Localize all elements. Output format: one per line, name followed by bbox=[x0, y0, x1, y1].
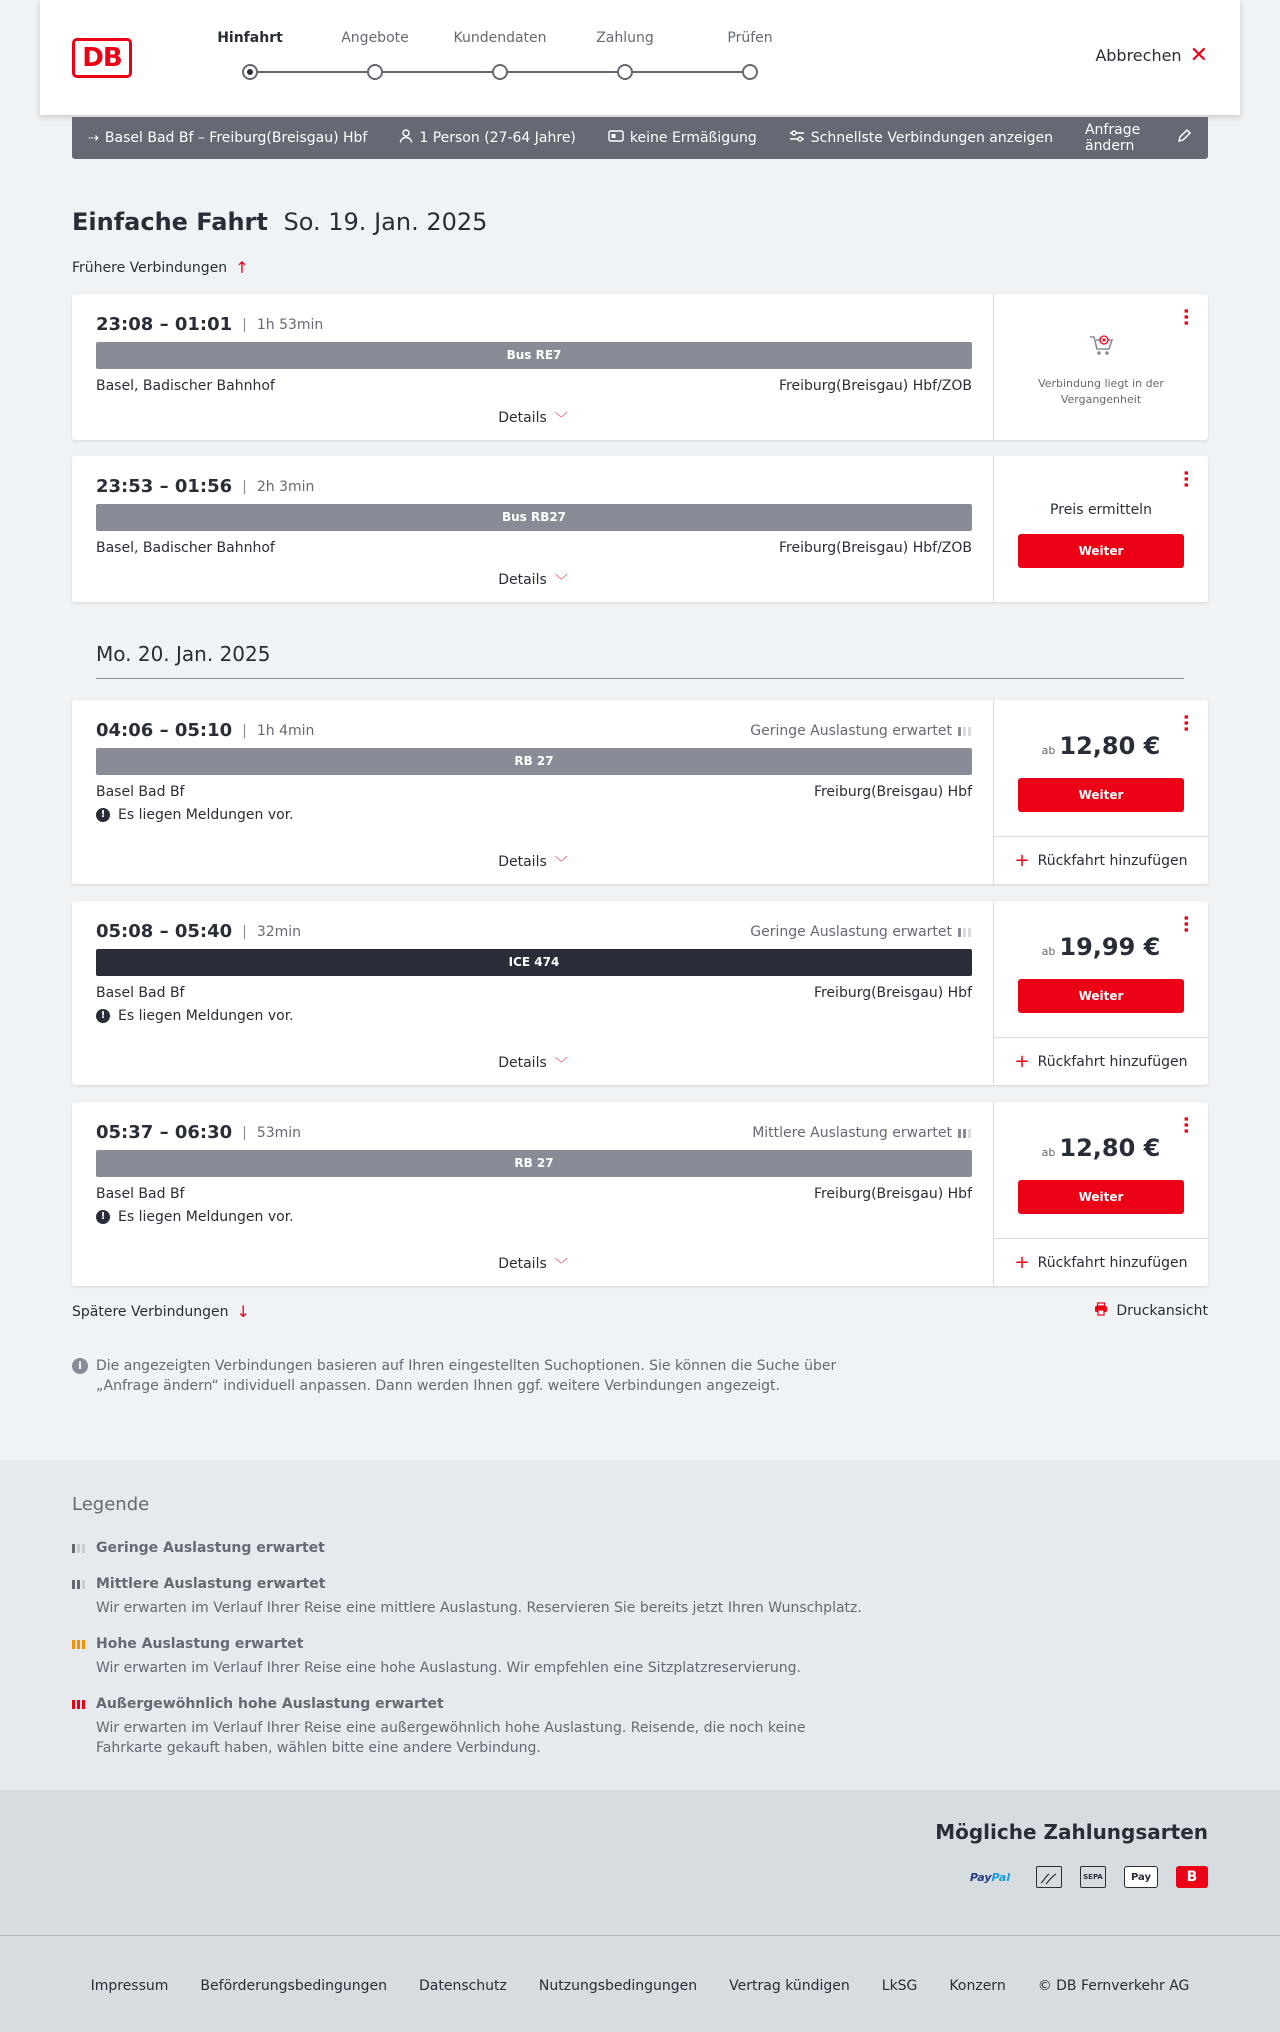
paypal-text-a: Pay bbox=[969, 1870, 992, 1884]
separator: | bbox=[242, 722, 247, 739]
add-return-trip-button[interactable] bbox=[994, 836, 1208, 884]
occupancy-indicator bbox=[752, 1125, 971, 1141]
step-dot-active bbox=[242, 64, 258, 80]
plus-icon: + bbox=[1014, 1051, 1030, 1072]
train-bar: RB 27 bbox=[96, 748, 972, 775]
step-label: Kundendaten bbox=[453, 30, 547, 46]
destination-station: Freiburg(Breisgau) Hbf/ZOB bbox=[779, 378, 972, 394]
footer-link-impressum[interactable]: Impressum bbox=[90, 1978, 169, 1994]
step-dot bbox=[492, 64, 508, 80]
step-dot bbox=[617, 64, 633, 80]
step-dot bbox=[742, 64, 758, 80]
filter-icon bbox=[789, 130, 805, 146]
connection-card bbox=[72, 456, 1208, 602]
travellers-text: 1 Person (27-64 Jahre) bbox=[419, 130, 576, 146]
page-title bbox=[72, 208, 487, 236]
connection-card bbox=[72, 901, 1208, 1085]
messages-notice bbox=[96, 807, 294, 823]
connection-times bbox=[96, 921, 301, 942]
stations bbox=[96, 784, 972, 800]
cancel-button[interactable] bbox=[1095, 42, 1208, 68]
summary-route bbox=[88, 130, 367, 146]
origin-station: Basel Bad Bf bbox=[96, 985, 185, 1001]
sepa-icon: SEPA bbox=[1080, 1866, 1106, 1888]
footer-link-befoerderung[interactable]: Beförderungsbedingungen bbox=[200, 1978, 387, 1994]
occupancy-low-icon bbox=[958, 727, 971, 736]
details-label: Details bbox=[498, 409, 547, 426]
price bbox=[994, 933, 1208, 961]
legend-item-desc: Wir erwarten im Verlauf Ihrer Reise eine mittlere Auslastung. Reservieren Sie bereits jetzt Ihren Wunschplatz. bbox=[96, 1600, 862, 1616]
more-options-icon[interactable]: ⋯ bbox=[1175, 308, 1196, 326]
occupancy-indicator bbox=[750, 723, 971, 739]
price-prefix: ab bbox=[1041, 945, 1056, 958]
arrow-down-icon: ↓ bbox=[236, 1302, 250, 1321]
messages-notice bbox=[96, 1008, 294, 1024]
connection-offer bbox=[994, 901, 1208, 1085]
connection-card bbox=[72, 1102, 1208, 1286]
discount-card-icon bbox=[608, 130, 624, 146]
footer bbox=[0, 1935, 1280, 2032]
later-label: Spätere Verbindungen bbox=[72, 1303, 229, 1320]
details-label: Details bbox=[498, 1054, 547, 1071]
payment-section bbox=[0, 1790, 1280, 1935]
origin-station: Basel, Badischer Bahnhof bbox=[96, 540, 275, 556]
occupancy-low-icon bbox=[72, 1544, 88, 1553]
price-prefix: ab bbox=[1041, 1146, 1056, 1159]
legend-item-desc: Wir erwarten im Verlauf Ihrer Reise eine außergewöhnlich hohe Auslastung. Reisende, die noch keine Fahrkarte gekauft haben, wählen bitte eine andere Verbindung. bbox=[96, 1720, 806, 1756]
occupancy-very-high-icon bbox=[72, 1700, 88, 1709]
destination-station: Freiburg(Breisgau) Hbf/ZOB bbox=[779, 540, 972, 556]
day-divider: Mo. 20. Jan. 2025 bbox=[96, 642, 1184, 679]
chevron-down-icon: ﹀ bbox=[554, 412, 568, 427]
occupancy-label: Geringe Auslastung erwartet bbox=[750, 924, 952, 940]
more-options-icon[interactable]: ⋯ bbox=[1175, 470, 1196, 488]
connection-offer bbox=[994, 700, 1208, 884]
details-label: Details bbox=[498, 571, 547, 588]
footer-copyright: © DB Fernverkehr AG bbox=[1037, 1978, 1190, 1994]
legend-item-very-high bbox=[72, 1696, 872, 1758]
connection-times bbox=[96, 720, 314, 741]
trip-type: Einfache Fahrt bbox=[72, 208, 268, 236]
alert-icon: ! bbox=[96, 1009, 110, 1023]
footer-links bbox=[0, 1978, 1280, 1994]
more-options-icon[interactable]: ⋯ bbox=[1175, 714, 1196, 732]
step-dot bbox=[367, 64, 383, 80]
discount-text: keine Ermäßigung bbox=[629, 130, 757, 146]
return-label: Rückfahrt hinzufügen bbox=[1037, 1053, 1188, 1070]
step-label: Angebote bbox=[341, 30, 409, 46]
connection-times bbox=[96, 476, 314, 497]
details-toggle[interactable] bbox=[72, 1254, 994, 1273]
chevron-down-icon: ﹀ bbox=[554, 574, 568, 589]
payment-title: Mögliche Zahlungsarten bbox=[935, 1820, 1208, 1844]
chevron-down-icon: ﹀ bbox=[554, 1057, 568, 1072]
summary-travellers bbox=[399, 129, 576, 147]
train-bar: Bus RE7 bbox=[96, 342, 972, 369]
legend-item-title: Außergewöhnlich hohe Auslastung erwartet bbox=[96, 1696, 444, 1712]
travel-date: So. 19. Jan. 2025 bbox=[283, 208, 488, 236]
step-pruefen bbox=[690, 30, 810, 52]
footer-link-konzern[interactable]: Konzern bbox=[949, 1978, 1006, 1994]
messages-text: Es liegen Meldungen vor. bbox=[118, 1008, 294, 1024]
person-icon bbox=[399, 129, 413, 147]
price-value: 12,80 € bbox=[1059, 1134, 1161, 1162]
occupancy-medium-icon bbox=[958, 1129, 971, 1138]
price bbox=[994, 1134, 1208, 1162]
occupancy-indicator bbox=[750, 924, 971, 940]
search-info-note bbox=[72, 1356, 852, 1396]
separator: | bbox=[242, 1124, 247, 1141]
paypal-text-b: Pal bbox=[991, 1870, 1011, 1884]
duration: 53min bbox=[256, 1124, 302, 1141]
weiter-button[interactable]: Weiter bbox=[1018, 534, 1184, 568]
details-label: Details bbox=[498, 853, 547, 870]
earlier-label: Frühere Verbindungen bbox=[72, 259, 228, 276]
add-return-trip-button[interactable] bbox=[994, 1238, 1208, 1286]
destination-station: Freiburg(Breisgau) Hbf bbox=[813, 985, 972, 1001]
info-text: Die angezeigten Verbindungen basieren auf Ihren eingestellten Suchoptionen. Sie können die Suche über „Anfrage ändern“ individuell anpassen. Dann werden Ihnen ggf. weitere Verbindungen angezeigt. bbox=[96, 1358, 837, 1394]
connection-times bbox=[96, 1122, 301, 1143]
return-label: Rückfahrt hinzufügen bbox=[1037, 1254, 1188, 1271]
search-summary-bar bbox=[72, 117, 1208, 159]
occupancy-label: Geringe Auslastung erwartet bbox=[750, 723, 952, 739]
progress-stepper bbox=[190, 30, 830, 90]
later-connections-link[interactable] bbox=[72, 1302, 250, 1321]
printer-icon bbox=[1094, 1302, 1108, 1320]
time-range: 23:53 – 01:56 bbox=[96, 476, 233, 497]
duration: 1h 4min bbox=[256, 722, 315, 739]
legend-item-high bbox=[72, 1636, 872, 1678]
chevron-down-icon: ﹀ bbox=[554, 856, 568, 871]
occupancy-medium-icon bbox=[72, 1580, 88, 1589]
more-options-icon[interactable]: ⋯ bbox=[1175, 1116, 1196, 1134]
route-arrow-icon: ⇢ bbox=[88, 130, 99, 146]
connection-card bbox=[72, 700, 1208, 884]
print-label: Druckansicht bbox=[1116, 1303, 1208, 1319]
summary-discount bbox=[608, 130, 757, 146]
price-value: 19,99 € bbox=[1059, 933, 1161, 961]
legend-section bbox=[0, 1460, 1280, 1790]
details-toggle[interactable] bbox=[72, 570, 994, 589]
origin-station: Basel Bad Bf bbox=[96, 784, 185, 800]
past-connection-text: Verbindung liegt in der Vergangenheit bbox=[1038, 377, 1164, 406]
print-view-link[interactable] bbox=[1094, 1302, 1208, 1320]
step-angebote bbox=[315, 30, 435, 52]
messages-text: Es liegen Meldungen vor. bbox=[118, 1209, 294, 1225]
occupancy-low-icon bbox=[958, 928, 971, 937]
origin-station: Basel Bad Bf bbox=[96, 1186, 185, 1202]
weiter-button[interactable]: Weiter bbox=[1018, 979, 1184, 1013]
stations bbox=[96, 540, 972, 556]
step-hinfahrt bbox=[190, 30, 310, 52]
pencil-icon bbox=[1176, 128, 1192, 148]
step-label: Hinfahrt bbox=[217, 30, 283, 46]
weiter-button[interactable]: Weiter bbox=[1018, 1180, 1184, 1214]
route-text: Basel Bad Bf – Freiburg(Breisgau) Hbf bbox=[104, 130, 368, 146]
details-label: Details bbox=[498, 1255, 547, 1272]
price bbox=[994, 732, 1208, 760]
legend-item-low bbox=[72, 1540, 872, 1556]
alert-icon: ! bbox=[96, 808, 110, 822]
destination-station: Freiburg(Breisgau) Hbf bbox=[813, 784, 972, 800]
time-range: 23:08 – 01:01 bbox=[96, 314, 233, 335]
add-return-trip-button[interactable] bbox=[994, 1037, 1208, 1085]
train-bar: RB 27 bbox=[96, 1150, 972, 1177]
duration: 32min bbox=[256, 923, 302, 940]
connection-main[interactable] bbox=[72, 700, 994, 884]
db-card-icon: B bbox=[1176, 1866, 1208, 1888]
stations bbox=[96, 1186, 972, 1202]
occupancy-label: Mittlere Auslastung erwartet bbox=[752, 1125, 952, 1141]
footer-link-nutzung[interactable]: Nutzungsbedingungen bbox=[538, 1978, 698, 1994]
connection-main[interactable] bbox=[72, 901, 994, 1085]
edit-request-label: Anfrage ändern bbox=[1084, 122, 1141, 154]
header bbox=[40, 0, 1240, 115]
occupancy-high-icon bbox=[72, 1640, 88, 1649]
train-bar: Bus RB27 bbox=[96, 504, 972, 531]
return-label: Rückfahrt hinzufügen bbox=[1037, 852, 1188, 869]
messages-text: Es liegen Meldungen vor. bbox=[118, 807, 294, 823]
chevron-down-icon: ﹀ bbox=[554, 1258, 568, 1273]
info-icon: i bbox=[72, 1358, 88, 1374]
connection-offer bbox=[994, 456, 1208, 602]
stations bbox=[96, 378, 972, 394]
alert-icon: ! bbox=[96, 1210, 110, 1224]
time-range: 05:37 – 06:30 bbox=[96, 1122, 233, 1143]
step-label: Prüfen bbox=[727, 30, 773, 46]
footer-link-lksg[interactable]: LkSG bbox=[881, 1978, 918, 1994]
time-range: 05:08 – 05:40 bbox=[96, 921, 233, 942]
step-zahlung bbox=[565, 30, 685, 52]
plus-icon: + bbox=[1014, 1252, 1030, 1273]
separator: | bbox=[242, 316, 247, 333]
legend-item-medium bbox=[72, 1576, 872, 1618]
destination-station: Freiburg(Breisgau) Hbf bbox=[813, 1186, 972, 1202]
details-toggle[interactable] bbox=[72, 1053, 994, 1072]
applepay-icon bbox=[1124, 1866, 1158, 1888]
applepay-text: Pay bbox=[1130, 1871, 1152, 1883]
messages-notice bbox=[96, 1209, 294, 1225]
summary-option bbox=[789, 130, 1053, 146]
step-kundendaten bbox=[440, 30, 560, 52]
connection-main[interactable] bbox=[72, 456, 994, 602]
more-options-icon[interactable]: ⋯ bbox=[1175, 915, 1196, 933]
edit-request-button[interactable] bbox=[1085, 122, 1192, 154]
price-find-label: Preis ermitteln bbox=[1050, 502, 1152, 518]
legend-item-desc: Wir erwarten im Verlauf Ihrer Reise eine hohe Auslastung. Wir empfehlen eine Sitzplatzreservierung. bbox=[96, 1660, 801, 1676]
payment-methods bbox=[962, 1866, 1208, 1888]
legend-item-title: Geringe Auslastung erwartet bbox=[96, 1540, 325, 1556]
legend-item-title: Mittlere Auslastung erwartet bbox=[96, 1576, 326, 1592]
legend-item-title: Hohe Auslastung erwartet bbox=[96, 1636, 304, 1652]
time-range: 04:06 – 05:10 bbox=[96, 720, 233, 741]
connection-offer bbox=[994, 1102, 1208, 1286]
connection-card bbox=[72, 294, 1208, 440]
plus-icon: + bbox=[1014, 850, 1030, 871]
option-text: Schnellste Verbindungen anzeigen bbox=[810, 130, 1053, 146]
price-prefix: ab bbox=[1041, 744, 1056, 757]
duration: 2h 3min bbox=[256, 478, 315, 495]
footer-link-datenschutz[interactable]: Datenschutz bbox=[418, 1978, 507, 1994]
db-logo[interactable]: DB bbox=[72, 38, 132, 78]
connection-offer bbox=[994, 294, 1208, 440]
arrow-up-icon: ↑ bbox=[235, 258, 249, 277]
stations bbox=[96, 985, 972, 1001]
train-bar: ICE 474 bbox=[96, 949, 972, 976]
separator: | bbox=[242, 478, 247, 495]
connection-main[interactable] bbox=[72, 294, 994, 440]
details-toggle[interactable] bbox=[72, 852, 994, 871]
duration: 1h 53min bbox=[256, 316, 324, 333]
close-icon: ✕ bbox=[1189, 42, 1208, 68]
cart-past-icon bbox=[1088, 334, 1114, 358]
legend-title: Legende bbox=[72, 1494, 150, 1515]
earlier-connections-link[interactable] bbox=[72, 258, 249, 277]
connection-main[interactable] bbox=[72, 1102, 994, 1286]
details-toggle[interactable] bbox=[72, 408, 994, 427]
step-label: Zahlung bbox=[596, 30, 654, 46]
connection-times bbox=[96, 314, 323, 335]
weiter-button[interactable]: Weiter bbox=[1018, 778, 1184, 812]
price-value: 12,80 € bbox=[1059, 732, 1161, 760]
creditcard-icon bbox=[1036, 1866, 1062, 1888]
separator: | bbox=[242, 923, 247, 940]
origin-station: Basel, Badischer Bahnhof bbox=[96, 378, 275, 394]
cancel-label: Abbrechen bbox=[1095, 46, 1182, 65]
footer-link-vertrag[interactable]: Vertrag kündigen bbox=[729, 1978, 850, 1994]
paypal-icon bbox=[962, 1866, 1018, 1888]
